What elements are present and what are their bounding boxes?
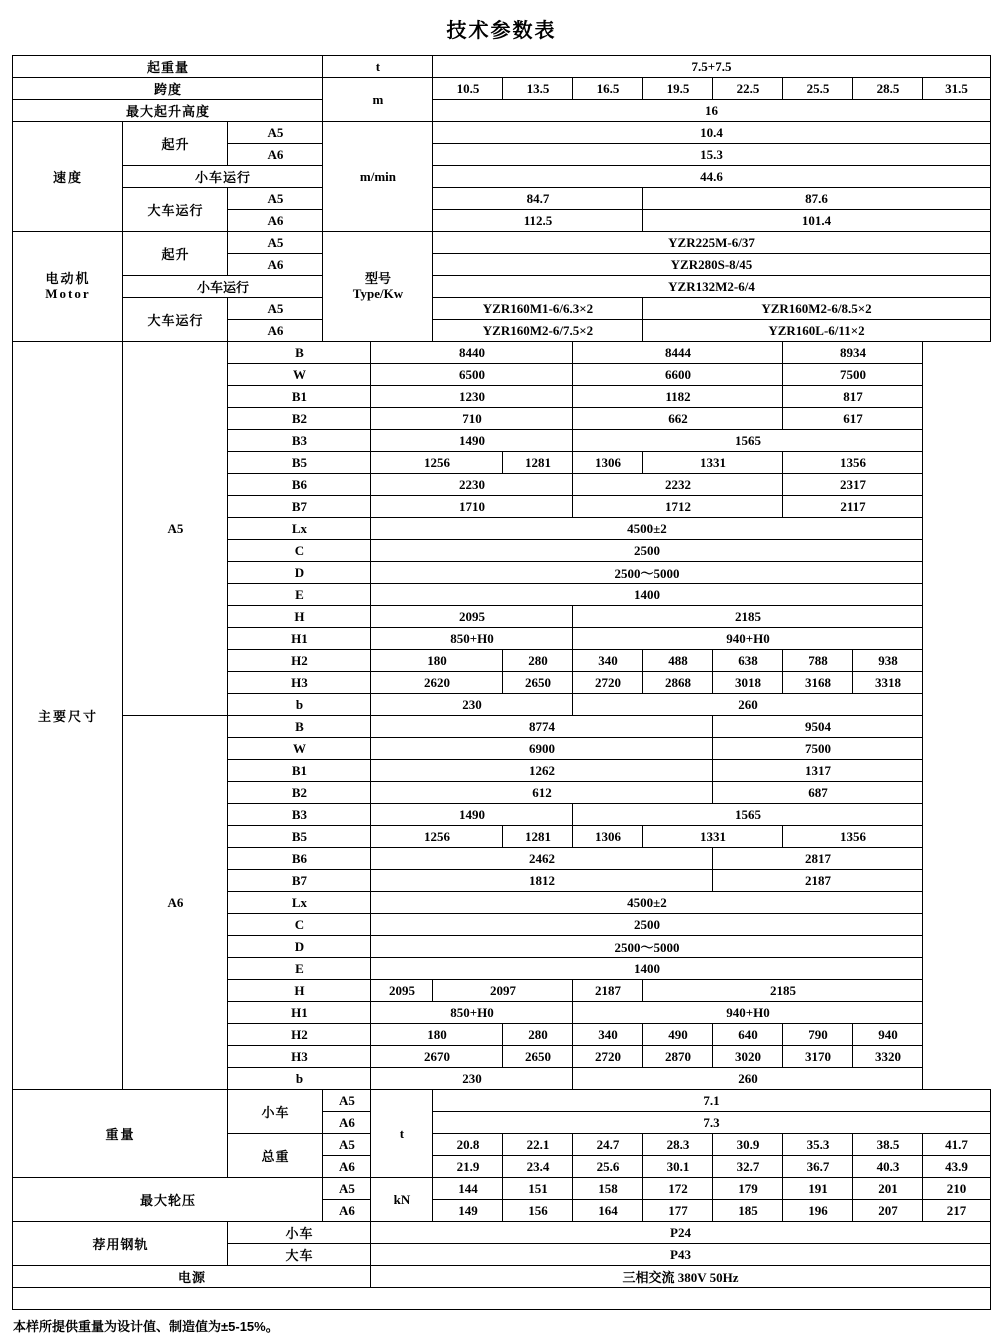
dim-value-h2-1: 280 <box>503 650 573 672</box>
dim-key-lx: Lx <box>228 892 371 914</box>
value-max-lift-height: 16 <box>433 100 990 122</box>
dim-value-h2-2: 340 <box>573 1024 643 1046</box>
label-weight-total: 总重 <box>228 1134 323 1178</box>
dim-value-b7-0: 1812 <box>371 870 713 892</box>
dim-value-e-0: 1400 <box>371 958 923 980</box>
dim-value-h2-1: 280 <box>503 1024 573 1046</box>
value-weight-total-a6-3: 30.1 <box>643 1156 713 1178</box>
dim-value-b2-1: 662 <box>573 408 783 430</box>
value-max-wheel-a6-6: 207 <box>853 1200 923 1222</box>
row-lifting-capacity <box>13 56 990 78</box>
table-bottom-note <box>13 1288 990 1310</box>
value-motor-hoist-a5: YZR225M-6/37 <box>433 232 990 254</box>
tag-a6: A6 <box>323 1112 371 1134</box>
dim-value-h3-5: 3168 <box>783 672 853 694</box>
value-motor-crane-a6-left: YZR160M2-6/7.5×2 <box>433 320 643 342</box>
row-motor-hoist-a5 <box>13 232 990 254</box>
dim-value-h-0: 2095 <box>371 980 433 1002</box>
span-value-1: 13.5 <box>503 78 573 100</box>
value-max-wheel-a6-2: 164 <box>573 1200 643 1222</box>
span-value-0: 10.5 <box>433 78 503 100</box>
dim-value-b-1: 9504 <box>713 716 923 738</box>
unit-max-wheel-pressure: kN <box>371 1178 433 1222</box>
dim-key-b: B <box>228 342 371 364</box>
dim-value-h2-6: 938 <box>853 650 923 672</box>
tag-a5: A5 <box>228 298 323 320</box>
dim-value-h3-4: 3018 <box>713 672 783 694</box>
row-speed-hoist-a5 <box>13 122 990 144</box>
tag-a6: A6 <box>323 1200 371 1222</box>
value-weight-total-a6-5: 36.7 <box>783 1156 853 1178</box>
dim-value-b7-0: 1710 <box>371 496 573 518</box>
label-motor-en: Motor <box>45 285 91 301</box>
row-speed-crane-a5 <box>13 188 990 210</box>
dim-value-b1-2: 817 <box>783 386 923 408</box>
dim-value-b2-2: 617 <box>783 408 923 430</box>
value-weight-total-a5-6: 38.5 <box>853 1134 923 1156</box>
row-motor-crane-a5 <box>13 298 990 320</box>
dim-value-w-2: 7500 <box>783 364 923 386</box>
value-max-wheel-a6-3: 177 <box>643 1200 713 1222</box>
value-weight-total-a6-0: 21.9 <box>433 1156 503 1178</box>
label-rail-crane: 大车 <box>228 1244 371 1266</box>
dim-key-w: W <box>228 364 371 386</box>
label-motor-type-cn: 型号 <box>364 270 391 286</box>
value-weight-trolley-a5: 7.1 <box>433 1090 990 1112</box>
dim-key-h: H <box>228 980 371 1002</box>
dim-key-h1: H1 <box>228 628 371 650</box>
dim-value-w-0: 6900 <box>371 738 713 760</box>
dim-value-h-1: 2185 <box>573 606 923 628</box>
row-speed-trolley <box>13 166 990 188</box>
label-motor-hoist: 起升 <box>123 232 228 276</box>
dim-value-d-0: 2500～5000 <box>371 936 923 958</box>
span-value-5: 25.5 <box>783 78 853 100</box>
dim-value-h-1: 2097 <box>433 980 573 1002</box>
dim-value-h1-0: 850+H0 <box>371 1002 573 1024</box>
value-weight-total-a6-2: 25.6 <box>573 1156 643 1178</box>
dim-value-b-1: 260 <box>573 1068 923 1090</box>
value-weight-total-a5-3: 28.3 <box>643 1134 713 1156</box>
dim-value-b7-2: 2117 <box>783 496 923 518</box>
value-weight-trolley-a6: 7.3 <box>433 1112 990 1134</box>
dim-value-b5-1: 1281 <box>503 826 573 848</box>
label-lifting-capacity: 起重量 <box>13 56 323 78</box>
value-speed-trolley: 44.6 <box>433 166 990 188</box>
row-dim-a6-b <box>13 716 990 738</box>
dim-value-h3-1: 2650 <box>503 1046 573 1068</box>
label-main-dimensions: 主要尺寸 <box>13 342 123 1090</box>
value-weight-total-a6-7: 43.9 <box>923 1156 990 1178</box>
dim-value-h2-0: 180 <box>371 1024 503 1046</box>
label-motor-trolley: 小车运行 <box>123 276 323 298</box>
value-speed-crane-a6-right: 101.4 <box>643 210 990 232</box>
dim-value-b5-0: 1256 <box>371 452 503 474</box>
value-weight-total-a5-0: 20.8 <box>433 1134 503 1156</box>
value-weight-total-a5-4: 30.9 <box>713 1134 783 1156</box>
dim-value-b6-1: 2817 <box>713 848 923 870</box>
span-value-7: 31.5 <box>923 78 990 100</box>
dim-key-b3: B3 <box>228 430 371 452</box>
page-title: 技术参数表 <box>446 20 557 42</box>
dim-value-h1-1: 940+H0 <box>573 628 923 650</box>
label-speed-trolley: 小车运行 <box>123 166 323 188</box>
dim-value-b1-0: 1262 <box>371 760 713 782</box>
value-motor-trolley: YZR132M2-6/4 <box>433 276 990 298</box>
tag-a6: A6 <box>323 1156 371 1178</box>
row-span <box>13 78 990 100</box>
value-rail-crane: P43 <box>371 1244 990 1266</box>
label-max-lift-height: 最大起升高度 <box>13 100 323 122</box>
value-max-wheel-a5-0: 144 <box>433 1178 503 1200</box>
value-speed-crane-a6-left: 112.5 <box>433 210 643 232</box>
tag-a6: A6 <box>228 320 323 342</box>
span-value-6: 28.5 <box>853 78 923 100</box>
row-dim-a5-b <box>13 342 990 364</box>
span-value-2: 16.5 <box>573 78 643 100</box>
dim-value-b-1: 260 <box>573 694 923 716</box>
dim-value-b3-1: 1565 <box>573 430 923 452</box>
tag-a5: A5 <box>228 188 323 210</box>
span-value-4: 22.5 <box>713 78 783 100</box>
dim-value-b-0: 8440 <box>371 342 573 364</box>
dim-value-h2-2: 340 <box>573 650 643 672</box>
dim-value-b7-1: 2187 <box>713 870 923 892</box>
dim-value-h3-6: 3318 <box>853 672 923 694</box>
row-max-lift-height <box>13 100 990 122</box>
dim-value-h2-6: 940 <box>853 1024 923 1046</box>
dim-value-c-0: 2500 <box>371 540 923 562</box>
label-motor-type <box>323 232 433 342</box>
value-max-wheel-a6-0: 149 <box>433 1200 503 1222</box>
dim-value-h2-0: 180 <box>371 650 503 672</box>
dim-key-d: D <box>228 936 371 958</box>
dim-key-b: b <box>228 694 371 716</box>
dim-value-b3-1: 1565 <box>573 804 923 826</box>
tag-a5: A5 <box>323 1090 371 1112</box>
tag-a5: A5 <box>323 1134 371 1156</box>
dim-value-lx-0: 4500±2 <box>371 892 923 914</box>
unit-speed: m/min <box>323 122 433 232</box>
label-motor-crane: 大车运行 <box>123 298 228 342</box>
dim-key-b3: B3 <box>228 804 371 826</box>
row-weight-trolley-a5 <box>13 1090 990 1112</box>
dim-value-b-0: 230 <box>371 1068 573 1090</box>
dim-value-h-3: 2185 <box>643 980 923 1002</box>
tag-a6: A6 <box>228 254 323 276</box>
dim-value-w-1: 7500 <box>713 738 923 760</box>
dim-value-h3-0: 2670 <box>371 1046 503 1068</box>
dim-value-h3-3: 2870 <box>643 1046 713 1068</box>
dim-key-h3: H3 <box>228 1046 371 1068</box>
label-max-wheel-pressure: 最大轮压 <box>13 1178 323 1222</box>
dim-value-b-0: 230 <box>371 694 573 716</box>
dim-key-h2: H2 <box>228 1024 371 1046</box>
dim-key-c: C <box>228 540 371 562</box>
dim-key-b: b <box>228 1068 371 1090</box>
tag-a6: A6 <box>228 144 323 166</box>
unit-span: m <box>323 78 433 122</box>
value-max-wheel-a6-7: 217 <box>923 1200 990 1222</box>
dim-key-lx: Lx <box>228 518 371 540</box>
label-motor-type-en: Type/Kw <box>352 285 404 301</box>
value-motor-crane-a5-left: YZR160M1-6/6.3×2 <box>433 298 643 320</box>
dim-value-h3-3: 2868 <box>643 672 713 694</box>
dim-value-b-0: 8774 <box>371 716 713 738</box>
dim-value-b1-1: 1317 <box>713 760 923 782</box>
dim-value-w-0: 6500 <box>371 364 573 386</box>
dim-key-b7: B7 <box>228 870 371 892</box>
unit-weight: t <box>371 1090 433 1178</box>
specification-table <box>12 55 990 1310</box>
tag-group-a6: A6 <box>123 716 228 1090</box>
dim-value-h3-5: 3170 <box>783 1046 853 1068</box>
tag-a5: A5 <box>228 232 323 254</box>
dim-value-b5-2: 1306 <box>573 452 643 474</box>
tag-group-a5: A5 <box>123 342 228 716</box>
dim-value-h1-0: 850+H0 <box>371 628 573 650</box>
dim-key-b5: B5 <box>228 826 371 848</box>
dim-value-h2-3: 488 <box>643 650 713 672</box>
value-speed-crane-a5-right: 87.6 <box>643 188 990 210</box>
dim-key-b: B <box>228 716 371 738</box>
dim-value-b3-0: 1490 <box>371 430 573 452</box>
row-motor-trolley <box>13 276 990 298</box>
dim-key-h2: H2 <box>228 650 371 672</box>
dim-value-h3-4: 3020 <box>713 1046 783 1068</box>
span-value-3: 19.5 <box>643 78 713 100</box>
tag-a6: A6 <box>228 210 323 232</box>
value-power-supply: 三相交流 380V 50Hz <box>371 1266 990 1288</box>
dim-value-e-0: 1400 <box>371 584 923 606</box>
value-motor-crane-a5-right: YZR160M2-6/8.5×2 <box>643 298 990 320</box>
dim-value-b6-0: 2230 <box>371 474 573 496</box>
dim-value-h3-0: 2620 <box>371 672 503 694</box>
dim-value-h2-3: 490 <box>643 1024 713 1046</box>
dim-value-c-0: 2500 <box>371 914 923 936</box>
dim-key-b7: B7 <box>228 496 371 518</box>
dim-key-e: E <box>228 584 371 606</box>
value-max-wheel-a6-5: 196 <box>783 1200 853 1222</box>
value-max-wheel-a5-2: 158 <box>573 1178 643 1200</box>
label-weight-trolley: 小车 <box>228 1090 323 1134</box>
label-motor <box>13 232 123 342</box>
value-speed-hoist-a5: 10.4 <box>433 122 990 144</box>
dim-key-c: C <box>228 914 371 936</box>
dim-value-b1-0: 1230 <box>371 386 573 408</box>
dim-key-w: W <box>228 738 371 760</box>
value-max-wheel-a5-1: 151 <box>503 1178 573 1200</box>
dim-key-b1: B1 <box>228 386 371 408</box>
value-max-wheel-a5-4: 179 <box>713 1178 783 1200</box>
value-speed-hoist-a6: 15.3 <box>433 144 990 166</box>
value-weight-total-a6-4: 32.7 <box>713 1156 783 1178</box>
dim-value-h-0: 2095 <box>371 606 573 628</box>
dim-value-lx-0: 4500±2 <box>371 518 923 540</box>
dim-value-h3-6: 3320 <box>853 1046 923 1068</box>
dim-value-b5-2: 1306 <box>573 826 643 848</box>
value-max-wheel-a6-1: 156 <box>503 1200 573 1222</box>
dim-value-h2-5: 788 <box>783 650 853 672</box>
dim-value-b-1: 8444 <box>573 342 783 364</box>
dim-value-h-2: 2187 <box>573 980 643 1002</box>
dim-key-h3: H3 <box>228 672 371 694</box>
value-weight-total-a5-7: 41.7 <box>923 1134 990 1156</box>
dim-value-b5-0: 1256 <box>371 826 503 848</box>
dim-value-h2-4: 640 <box>713 1024 783 1046</box>
value-max-wheel-a6-4: 185 <box>713 1200 783 1222</box>
dim-value-b6-2: 2317 <box>783 474 923 496</box>
dim-value-h3-2: 2720 <box>573 672 643 694</box>
label-speed-hoist: 起升 <box>123 122 228 166</box>
dim-value-b5-3: 1331 <box>643 452 783 474</box>
value-motor-crane-a6-right: YZR160L-6/11×2 <box>643 320 990 342</box>
dim-key-b6: B6 <box>228 848 371 870</box>
dim-key-h: H <box>228 606 371 628</box>
dim-value-b5-1: 1281 <box>503 452 573 474</box>
value-max-wheel-a5-6: 201 <box>853 1178 923 1200</box>
dim-value-d-0: 2500～5000 <box>371 562 923 584</box>
dim-value-h2-5: 790 <box>783 1024 853 1046</box>
label-rail-trolley: 小车 <box>228 1222 371 1244</box>
dim-value-b7-1: 1712 <box>573 496 783 518</box>
dim-value-w-1: 6600 <box>573 364 783 386</box>
dim-key-b1: B1 <box>228 760 371 782</box>
label-power-supply: 电源 <box>13 1266 371 1288</box>
value-lifting-capacity: 7.5+7.5 <box>433 56 990 78</box>
label-span: 跨度 <box>13 78 323 100</box>
value-rail-trolley: P24 <box>371 1222 990 1244</box>
row-max-wheel-a5 <box>13 1178 990 1200</box>
dim-value-b5-4: 1356 <box>783 452 923 474</box>
dim-value-h1-1: 940+H0 <box>573 1002 923 1024</box>
dim-key-b2: B2 <box>228 408 371 430</box>
dim-value-b6-0: 2462 <box>371 848 713 870</box>
dim-value-b2-1: 687 <box>713 782 923 804</box>
row-bottom-note <box>13 1288 990 1310</box>
dim-key-b2: B2 <box>228 782 371 804</box>
value-weight-total-a5-1: 22.1 <box>503 1134 573 1156</box>
dim-key-b6: B6 <box>228 474 371 496</box>
footer-note: 本样所提供重量为设计值、制造值为±5-15%。 <box>13 1319 279 1334</box>
tag-a5: A5 <box>323 1178 371 1200</box>
dim-key-e: E <box>228 958 371 980</box>
label-weight: 重量 <box>13 1090 228 1178</box>
dim-value-b3-0: 1490 <box>371 804 573 826</box>
dim-value-b-2: 8934 <box>783 342 923 364</box>
dim-value-b5-3: 1331 <box>643 826 783 848</box>
value-max-wheel-a5-3: 172 <box>643 1178 713 1200</box>
tag-a5: A5 <box>228 122 323 144</box>
dim-value-h3-2: 2720 <box>573 1046 643 1068</box>
dim-value-b5-4: 1356 <box>783 826 923 848</box>
label-motor-cn: 电动机 <box>45 270 91 286</box>
value-speed-crane-a5-left: 84.7 <box>433 188 643 210</box>
dim-value-b2-0: 710 <box>371 408 573 430</box>
value-weight-total-a6-6: 40.3 <box>853 1156 923 1178</box>
value-weight-total-a5-2: 24.7 <box>573 1134 643 1156</box>
unit-lifting-capacity: t <box>323 56 433 78</box>
dim-key-d: D <box>228 562 371 584</box>
dim-value-h3-1: 2650 <box>503 672 573 694</box>
dim-value-b6-1: 2232 <box>573 474 783 496</box>
value-max-wheel-a5-7: 210 <box>923 1178 990 1200</box>
value-motor-hoist-a6: YZR280S-8/45 <box>433 254 990 276</box>
dim-value-b2-0: 612 <box>371 782 713 804</box>
dim-key-b5: B5 <box>228 452 371 474</box>
label-speed: 速度 <box>13 122 123 232</box>
value-max-wheel-a5-5: 191 <box>783 1178 853 1200</box>
dim-value-h2-4: 638 <box>713 650 783 672</box>
label-speed-crane: 大车运行 <box>123 188 228 232</box>
value-weight-total-a6-1: 23.4 <box>503 1156 573 1178</box>
dim-value-b1-1: 1182 <box>573 386 783 408</box>
label-recommended-rail: 荐用钢轨 <box>13 1222 228 1266</box>
row-rail-trolley <box>13 1222 990 1244</box>
value-weight-total-a5-5: 35.3 <box>783 1134 853 1156</box>
dim-key-h1: H1 <box>228 1002 371 1024</box>
